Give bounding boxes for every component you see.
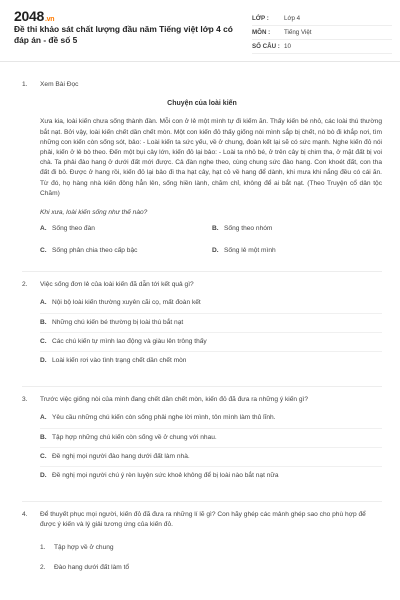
option-text: Những chú kiến bé thường bị loài thú bắt nạt xyxy=(52,318,184,326)
story-title: Chuyện của loài kiến xyxy=(167,100,237,108)
option-text: Sống theo nhóm xyxy=(224,225,273,233)
meta-label: MÔN : xyxy=(252,29,271,36)
header xyxy=(0,0,400,62)
reading-passage: Xưa kia, loài kiến chưa sống thành đàn. Mỗi con ở lẻ một mình tự đi kiếm ăn. Thấy kiến bé nhỏ, các loài thú thường bắt nạt. Bởi vậy, loài kiến chết dần chết mòn. Một con kiến đỏ thấy giống nòi mình sắp bị chết, nó bò đi khắp nơi, tìm những con kiến còn sống sót, bảo: - Loài kiến ta sức yếu, về ở chung, đoàn kết lại sẽ có sức mạnh. Nghe kiến đỏ nói phải, kiến ở lẻ bò theo. Đến một bụi cây lớn, kiến đỏ lại bảo: - Loài ta nhỏ bé, ở trên cây bị chim tha, ở mặt đất bị voi chà. Ta phải đào hang ở dưới đất mới được. Cả đàn nghe theo, cùng chung sức đào hang. Con khoét đất, con tha đất đi bỏ. Được ở hang rồi, kiến đỏ lại bảo đi tha hạt cây, hạt cỏ về hang để dành, khi mưa khi nắng đều có cái ăn. Từ đó, họ hàng nhà kiến đông hẳn lên, sống hiền lành, chăm chỉ, không để ai bắt nạt. (Theo Truyện cổ dân tộc Chăm) xyxy=(40,118,382,197)
option-text: Loài kiến rơi vào tình trạng chết dần chết mòn xyxy=(52,356,187,364)
meta-value: 10 xyxy=(284,43,291,50)
meta-value: Tiếng Việt xyxy=(284,29,312,36)
item-number: 2. xyxy=(40,564,46,572)
question-1 xyxy=(22,80,382,90)
question-text: Để thuyết phục mọi người, kiến đỏ đã đưa ra những lí lẽ gì? Con hãy ghép các mảnh ghép sao cho phù hợp để được ý kiến và lý giải tương ứng của kiến đỏ. xyxy=(40,511,366,529)
meta-row-class xyxy=(252,12,392,26)
option-text: Sống lẻ một mình xyxy=(224,247,276,255)
item-text: Đào hang dưới đất làm tổ xyxy=(54,564,130,572)
option-text: Tập hợp những chú kiến còn sống về ở chung với nhau. xyxy=(52,433,217,441)
answer-option-a[interactable] xyxy=(40,409,382,428)
item-text: Tập hợp về ở chung xyxy=(54,544,114,552)
answer-option-b[interactable] xyxy=(212,224,384,234)
item-number: 1. xyxy=(40,544,46,552)
option-label: C. xyxy=(40,337,47,345)
divider xyxy=(22,501,382,502)
option-label: A. xyxy=(40,225,47,233)
matching-item[interactable] xyxy=(40,558,382,578)
meta-label: LỚP : xyxy=(252,15,269,22)
option-text: Đề nghị mọi người chú ý rèn luyện sức khoẻ không để bị loài nào bắt nạt nữa xyxy=(52,471,279,479)
question-text: Trước việc giống nòi của mình đang chết dần chết mòn, kiến đỏ đã đưa ra những ý kiến gì? xyxy=(40,395,309,403)
matching-item[interactable] xyxy=(40,538,382,558)
answer-option-d[interactable] xyxy=(212,246,384,256)
answer-option-d[interactable] xyxy=(40,351,382,370)
meta-value: Lớp 4 xyxy=(284,15,301,22)
answer-options xyxy=(40,294,382,370)
question-number: 1. xyxy=(22,81,28,88)
logo-suffix: .vn xyxy=(44,16,55,23)
option-text: Đề nghị mọi người đào hang dưới đất làm nhà. xyxy=(52,452,190,460)
divider xyxy=(22,386,382,387)
question-2 xyxy=(22,280,382,290)
answer-option-a[interactable] xyxy=(40,224,212,234)
answer-options xyxy=(40,224,382,256)
answer-option-c[interactable] xyxy=(40,447,382,466)
answer-option-c[interactable] xyxy=(40,332,382,351)
logo-text: 2048 xyxy=(14,8,44,24)
meta-label: SỐ CÂU : xyxy=(252,43,280,50)
answer-option-a[interactable] xyxy=(40,294,382,313)
option-text: Các chú kiến tự mình lao động và giàu lên trông thấy xyxy=(52,337,207,345)
divider xyxy=(22,271,382,272)
question-number: 4. xyxy=(22,511,28,519)
answer-option-c[interactable] xyxy=(40,246,212,256)
question-number: 3. xyxy=(22,395,28,403)
option-text: Nội bộ loài kiến thường xuyên cãi cọ, mất đoàn kết xyxy=(52,299,201,307)
question-heading: Xem Bài Đọc xyxy=(40,81,79,88)
option-label: A. xyxy=(40,414,47,422)
question-number: 2. xyxy=(22,280,28,288)
option-label: B. xyxy=(212,225,219,233)
option-text: Yêu cầu những chú kiến còn sống phải nghe lời mình, tôn mình làm thủ lĩnh. xyxy=(52,414,276,422)
option-text: Sống phân chia theo cấp bậc xyxy=(52,247,138,255)
meta-row-subject xyxy=(252,26,392,40)
page-title: Đề thi khảo sát chất lượng đầu năm Tiếng việt lớp 4 có đáp án - đề số 5 xyxy=(14,24,233,45)
site-logo[interactable] xyxy=(14,8,54,24)
option-label: B. xyxy=(40,318,47,326)
exam-meta-table xyxy=(252,12,392,54)
option-label: B. xyxy=(40,433,47,441)
question-text: Việc sống đơn lẻ của loài kiến đã dẫn tới kết quả gì? xyxy=(40,280,194,288)
matching-items xyxy=(40,538,382,578)
answer-option-b[interactable] xyxy=(40,313,382,332)
question-4 xyxy=(22,510,382,530)
option-label: D. xyxy=(40,471,47,479)
meta-row-question-count xyxy=(252,40,392,54)
option-label: C. xyxy=(40,247,47,255)
answer-options xyxy=(40,409,382,485)
answer-option-d[interactable] xyxy=(40,466,382,485)
question-prompt: Khi xưa, loài kiến sống như thế nào? xyxy=(40,209,148,217)
option-label: C. xyxy=(40,452,47,460)
exam-content xyxy=(22,80,382,578)
option-label: D. xyxy=(40,356,47,364)
answer-option-b[interactable] xyxy=(40,428,382,447)
option-label: D. xyxy=(212,247,219,255)
option-label: A. xyxy=(40,299,47,307)
question-3 xyxy=(22,395,382,405)
option-text: Sống theo đàn xyxy=(52,225,95,233)
